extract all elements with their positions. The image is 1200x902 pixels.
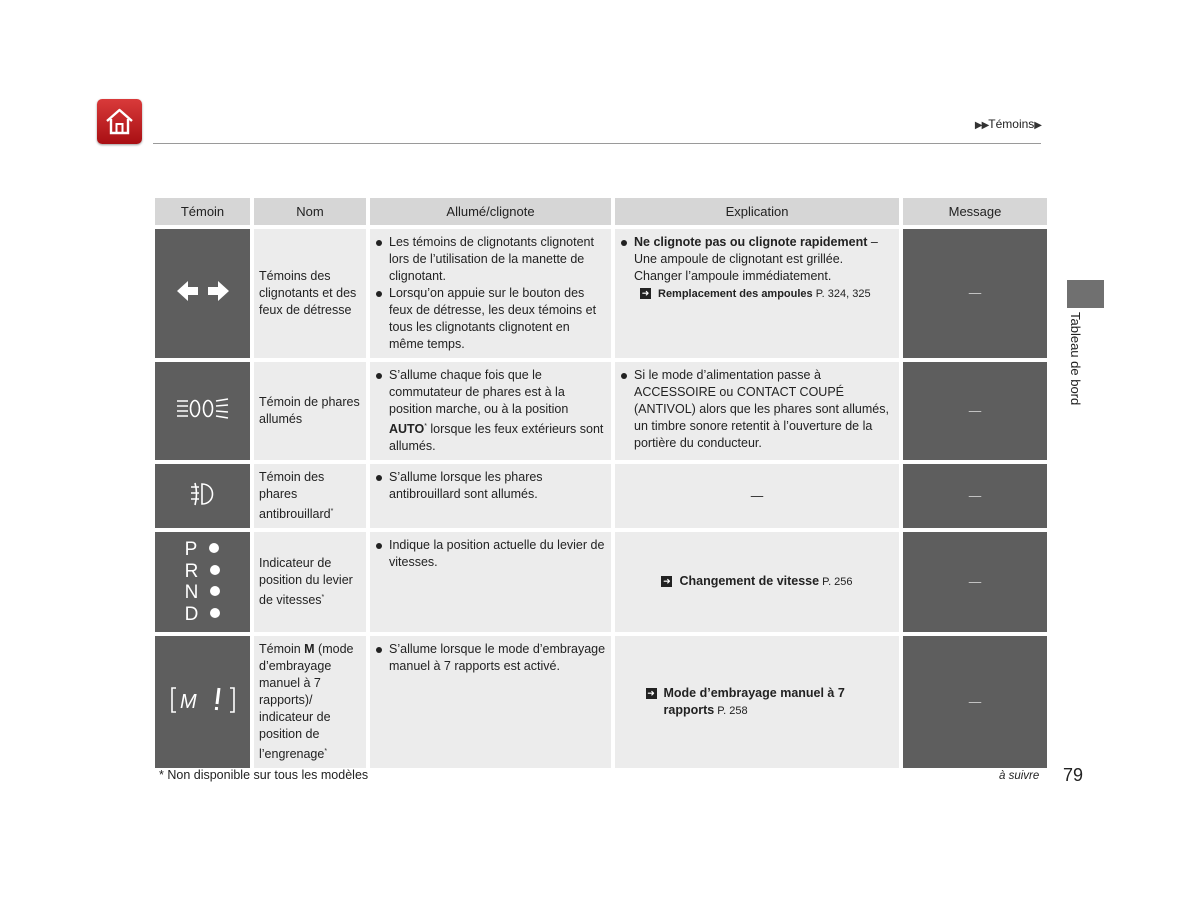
message-cell: — — [903, 532, 1047, 632]
on-text-part2: lorsque les feux extérieurs sont allumés. — [389, 422, 604, 454]
name-cell — [254, 636, 366, 768]
on-cell — [370, 362, 611, 460]
footnote-star: * — [324, 748, 328, 756]
indicator-table — [151, 194, 1051, 772]
breadcrumb-label: Témoins — [988, 117, 1035, 131]
reference-pages: P. 258 — [714, 704, 748, 717]
on-cell — [370, 636, 611, 768]
chapter-label: Tableau de bord — [1068, 312, 1083, 406]
gear-d: D — [185, 604, 221, 626]
continued-label: à suivre — [999, 770, 1040, 782]
name-post: (mode d’embrayage manuel à 7 rapports)/ indicateur de position de l’engrenage — [259, 642, 354, 762]
list-item: S’allume lorsque les phares antibrouillard sont allumés. — [389, 469, 606, 503]
table-header-row — [155, 198, 1047, 225]
manual-mode-indicator-icon — [170, 685, 236, 715]
icon-cell — [155, 532, 250, 632]
table-row — [155, 532, 1047, 632]
headlight-on-icon — [175, 396, 231, 422]
gear-position-indicator — [185, 539, 221, 625]
gear-p: P — [185, 539, 221, 561]
list-item — [634, 234, 894, 285]
reference-arrow-icon: ➜ — [647, 687, 655, 698]
name-text: Témoin des phares antibrouillard — [259, 470, 331, 522]
reference-arrow-icon: ➜ — [663, 576, 671, 587]
message-cell: — — [903, 464, 1047, 528]
message-cell: — — [903, 229, 1047, 358]
name-bold: M — [304, 642, 315, 657]
explanation-cell — [615, 362, 899, 460]
gear-n: N — [185, 582, 221, 604]
name-cell — [254, 532, 366, 632]
icon-cell — [155, 362, 250, 460]
page-number: 79 — [1063, 765, 1084, 785]
turn-signal-arrows-icon — [176, 279, 230, 303]
on-cell — [370, 532, 611, 632]
dot-icon — [210, 608, 220, 618]
list-item — [389, 367, 606, 455]
name-cell — [254, 464, 366, 528]
table-row — [155, 362, 1047, 460]
footnote-star: * — [321, 594, 325, 602]
dot-icon — [210, 586, 220, 596]
col-header-nom: Nom — [254, 198, 366, 225]
col-header-allume: Allumé/clignote — [370, 198, 611, 225]
explanation-cell — [615, 532, 899, 632]
table-row — [155, 636, 1047, 768]
svg-text:M: M — [179, 690, 197, 713]
list-item: S’allume lorsque le mode d’embrayage manuel à 7 rapports est activé. — [389, 642, 606, 674]
icon-cell — [155, 229, 250, 358]
on-cell — [370, 229, 611, 358]
reference-pages: P. 256 — [819, 576, 853, 589]
name-pre: Témoin — [259, 642, 305, 657]
message-cell: — — [903, 362, 1047, 460]
cross-reference-link[interactable] — [640, 286, 894, 303]
cross-reference-link[interactable] — [661, 573, 852, 591]
dot-icon — [210, 565, 220, 575]
col-header-temoin: Témoin — [155, 198, 250, 225]
home-icon — [103, 105, 136, 138]
icon-cell — [155, 636, 250, 768]
reference-label: Mode d’embrayage manuel à 7 rapports — [663, 685, 845, 717]
table-row — [155, 464, 1047, 528]
home-button[interactable] — [97, 99, 142, 144]
chapter-tab[interactable] — [1067, 280, 1104, 308]
icon-cell — [155, 464, 250, 528]
on-cell — [370, 464, 611, 528]
list-item: Si le mode d’alimentation passe à ACCESSOIRE ou CONTACT COUPÉ (ANTIVOL) alors que les phares sont allumés, un timbre sonore retentit à l’ouverture de la portière du conducteur. — [634, 367, 894, 452]
explanation-cell — [615, 636, 899, 768]
on-text-part1: S’allume chaque fois que le commutateur de phares est à la position marche, ou à la position — [389, 368, 569, 416]
col-header-explication: Explication — [615, 198, 899, 225]
name-text: Indicateur de position du levier de vitesses — [259, 556, 353, 608]
list-item: Les témoins de clignotants clignotent lors de l’utilisation de la manette de clignotant. — [389, 234, 606, 285]
explanation-bold: Ne clignote pas ou clignote rapidement — [634, 235, 868, 249]
table-row — [155, 229, 1047, 358]
breadcrumb[interactable] — [975, 117, 1041, 131]
message-cell: — — [903, 636, 1047, 768]
footnote: * Non disponible sur tous les modèles — [159, 768, 369, 782]
reference-label: Changement de vitesse — [679, 574, 820, 589]
breadcrumb-arrows-icon: ▶▶ — [974, 120, 989, 131]
list-item: Indique la position actuelle du levier de vitesses. — [389, 538, 605, 570]
gear-r: R — [185, 561, 221, 583]
footnote-star: * — [424, 423, 427, 430]
reference-label: Remplacement des ampoules — [658, 288, 813, 300]
name-cell: Témoin de phares allumés — [254, 362, 366, 460]
col-header-message: Message — [903, 198, 1047, 225]
name-cell: Témoins des clignotants et des feux de détresse — [254, 229, 366, 358]
list-item: Lorsqu’on appuie sur le bouton des feux de détresse, les deux témoins et tous les clignotants clignotent en même temps. — [389, 285, 606, 353]
header-divider — [153, 143, 1041, 144]
reference-arrow-icon: ➜ — [641, 288, 650, 298]
fog-light-icon — [188, 480, 218, 508]
explanation-text: – Une ampoule de clignotant est grillée. Changer l’ampoule immédiatement. — [634, 235, 878, 283]
explanation-cell: — — [615, 464, 899, 528]
auto-label: AUTO — [389, 422, 425, 437]
breadcrumb-arrow-icon: ▶ — [1034, 120, 1041, 131]
footnote-star: * — [330, 508, 334, 516]
explanation-cell — [615, 229, 899, 358]
reference-pages: P. 324, 325 — [812, 288, 871, 300]
cross-reference-link[interactable] — [646, 685, 869, 720]
dot-icon — [209, 543, 219, 553]
